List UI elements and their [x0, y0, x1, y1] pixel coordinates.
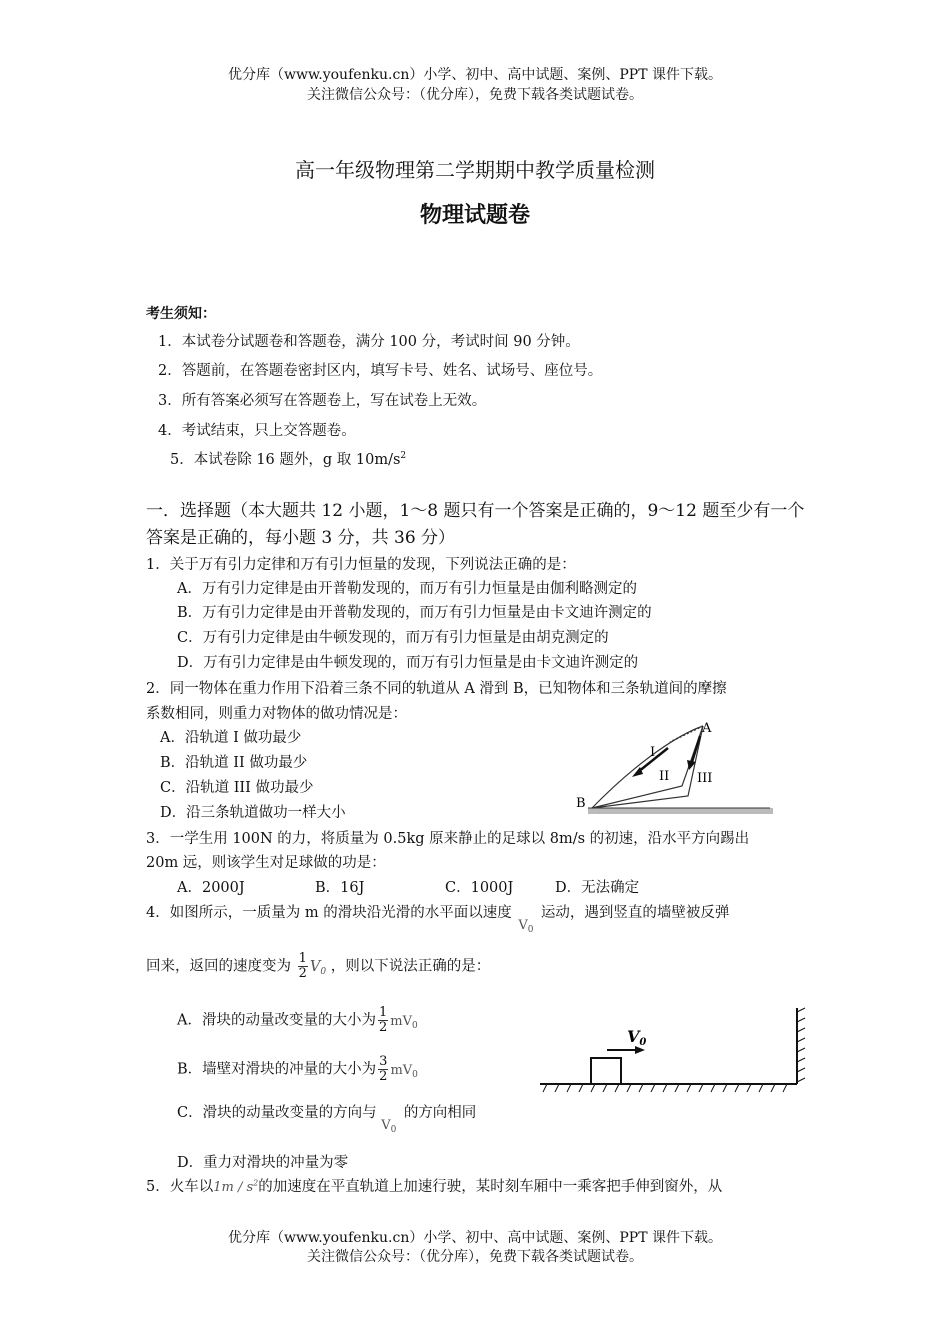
q2-stem-1: 2．同一物体在重力作用下沿着三条不同的轨道从 A 滑到 B，已知物体和三条轨道间的摩擦 [146, 681, 727, 697]
q2-option-d: D．沿三条轨道做功一样大小 [160, 805, 346, 821]
q2-option-c: C．沿轨道 III 做功最少 [160, 780, 314, 796]
q4-option-a: A．滑块的动量改变量的大小为 $\frac{1}{2}$ $mV_0$ [177, 1005, 418, 1035]
header-line-2: 关注微信公众号：（优分库），免费下载各类试题试卷。 [307, 87, 643, 103]
q2-option-b: B．沿轨道 II 做功最少 [160, 755, 308, 771]
notice-item-5-text: 5．本试卷除 16 题外，g 取 10m/s [170, 452, 401, 468]
footer-line-2: 关注微信公众号：（优分库），免费下载各类试题试卷。 [307, 1249, 643, 1265]
q5-stem: 5．火车以$1m / s^2$的加速度在平直轨道上加速行驶，某时刻车厢中一乘客把手伸到窗外，从 [146, 1178, 723, 1195]
q1-option-c: C．万有引力定律是由牛顿发现的，而万有引力恒量是由胡克测定的 [177, 630, 609, 646]
label-a: A [702, 721, 712, 736]
q4-wall-figure [535, 1002, 810, 1094]
q2-option-a: A．沿轨道 I 做功最少 [160, 730, 302, 746]
q4-stem-1 [146, 901, 729, 935]
q1-option-b: B．万有引力定律是由开普勒发现的，而万有引力恒量是由卡文迪许测定的 [177, 605, 652, 621]
fraction-three-halves: $\frac{3}{2}$ [379, 1054, 388, 1084]
header-line-1: 优分库（www.youfenku.cn）小学、初中、高中试题、案例、PPT 课件下载。 [227, 67, 722, 83]
notice-item: 2．答题前，在答题卷密封区内，填写卡号、姓名、试场号、座位号。 [158, 363, 603, 379]
q4-stem-2a: 回来，返回的速度变为 [146, 958, 291, 975]
slider-block [591, 1058, 621, 1084]
fraction-half: $\frac{1}{2}$ [378, 1005, 388, 1035]
notice-item: 3．所有答案必须写在答题卷上，写在试卷上无效。 [158, 393, 487, 409]
q4-option-c: C．滑块的动量改变量的方向与 $V_0$ 的方向相同 [177, 1105, 477, 1135]
q3-stem-1: 3．一学生用 100N 的力，将质量为 0.5kg 原来静止的足球以 8m/s 的初速，沿水平方向踢出 [146, 831, 750, 847]
q4-stem-2 [146, 952, 490, 981]
q1-stem: 1．关于万有引力定律和万有引力恒量的发现，下列说法正确的是： [146, 557, 576, 573]
paper-title: 物理试题卷 [419, 202, 530, 228]
floor-hatch [543, 1084, 787, 1092]
notice-item-5 [170, 448, 406, 469]
q4-stem-2b: ，则以下说法正确的是： [330, 958, 491, 975]
wall-hatch [797, 1008, 805, 1082]
notice-item: 4．考试结束，只上交答题卷。 [158, 423, 356, 439]
ground-hatch [588, 808, 773, 814]
q4-v0-symbol: $V_0$ [518, 918, 534, 935]
q1-option-a: A．万有引力定律是由开普勒发现的，而万有引力恒量是由伽利略测定的 [177, 581, 637, 597]
q4-v0-symbol-c: $V_0$ [381, 1118, 397, 1135]
q1-option-d: D．万有引力定律是由牛顿发现的，而万有引力恒量是由卡文迪许测定的 [177, 655, 639, 671]
q3-stem-2: 20m 远，则该学生对足球做的功是： [146, 855, 386, 871]
label-ii: II [659, 769, 670, 784]
notice-item-5-sup: 2 [400, 451, 407, 462]
q2-track-figure [570, 714, 775, 816]
q4-stem-1b: 运动，遇到竖直的墙壁被反弹 [540, 905, 730, 921]
section-1-heading: 一．选择题（本大题共 12 小题，1～8 题只有一个答案是正确的，9～12 题至少有一个答案是正确的，每小题 3 分，共 36 分） [146, 501, 805, 548]
q4-option-d: D．重力对滑块的冲量为零 [177, 1155, 349, 1171]
q4-v0: $V_0$ [309, 958, 327, 977]
label-i: I [650, 745, 656, 760]
q3-option-c: C．1000J [445, 880, 514, 896]
track-iii [592, 726, 703, 808]
q3-option-d: D．无法确定 [555, 880, 640, 896]
velocity-label: V0 [627, 1027, 647, 1048]
footer-line-1: 优分库（www.youfenku.cn）小学、初中、高中试题、案例、PPT 课件下载。 [227, 1230, 722, 1246]
q4-stem-1a: 4．如图所示，一质量为 m 的滑块沿光滑的水平面以速度 [146, 905, 512, 921]
label-iii: III [697, 771, 713, 786]
notice-item: 1．本试卷分试题卷和答题卷，满分 100 分，考试时间 90 分钟。 [158, 334, 580, 350]
q4-half-fraction: $\frac{1}{2}$ [298, 951, 307, 981]
label-b: B [576, 796, 586, 811]
q3-option-b: B．16J [315, 880, 365, 896]
q2-stem-2: 系数相同，则重力对物体的做功情况是： [146, 706, 407, 722]
q5-acceleration: $1m / s^2$ [213, 1178, 259, 1195]
q4-option-b: B．墙壁对滑块的冲量的大小为 $\frac{3}{2}$ $mV_0$ [177, 1054, 418, 1084]
exam-title: 高一年级物理第二学期期中教学质量检测 [295, 158, 655, 182]
notice-heading: 考生须知： [146, 306, 216, 322]
q3-option-a: A．2000J [177, 880, 245, 896]
